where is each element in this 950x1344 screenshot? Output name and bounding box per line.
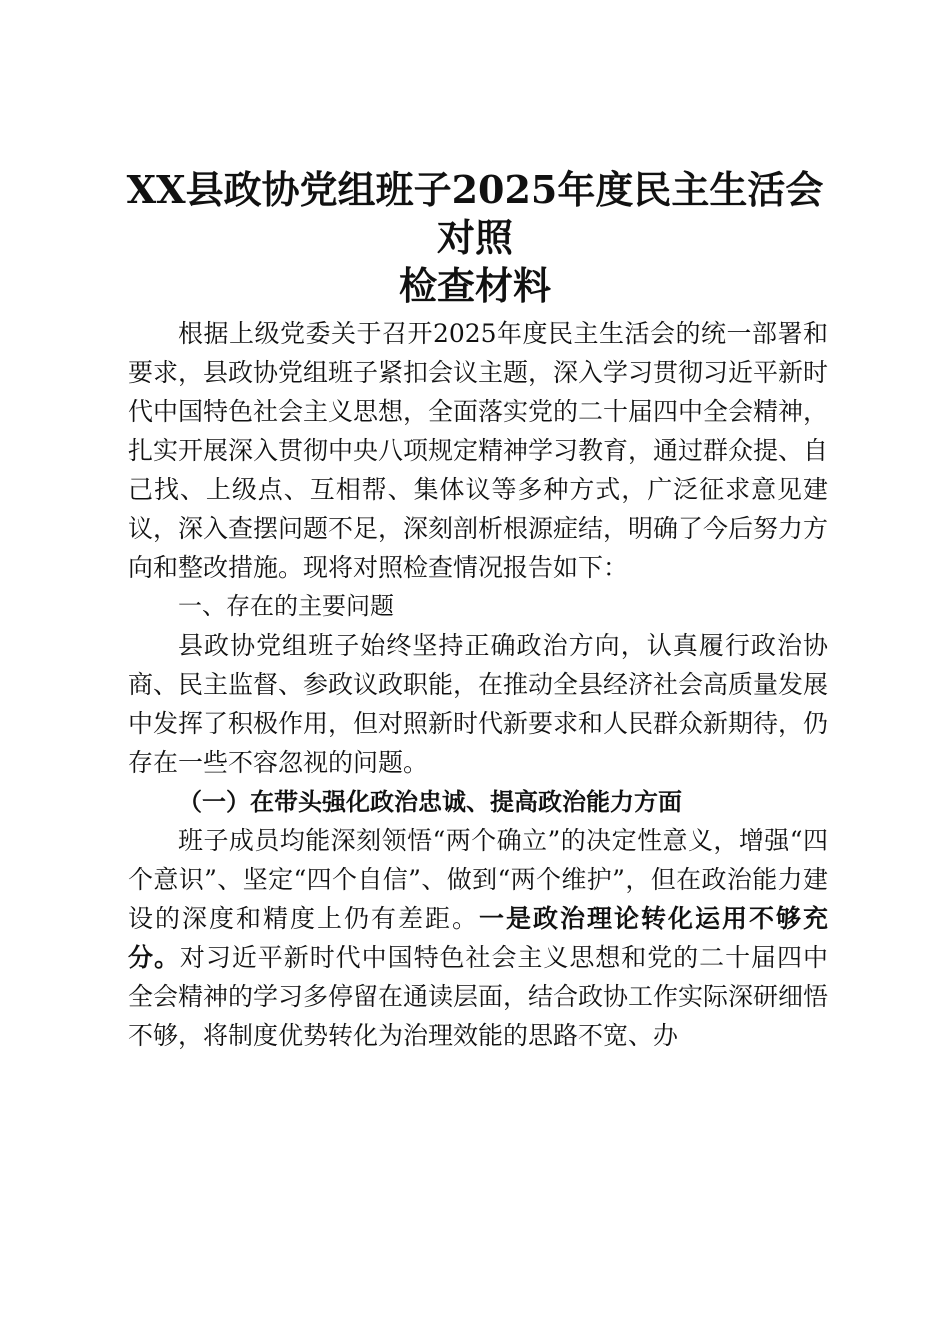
section-paragraph: 县政协党组班子始终坚持正确政治方向，认真履行政治协商、民主监督、参政议政职能，在推动全县经济社会高质量发展中发挥了积极作用，但对照新时代新要求和人民群众新期待，仍存在一些不容忽视的问题。: [128, 631, 829, 777]
subsection-paragraph-start: 班子成员均能深刻领悟“两个确立”的决定性意义，增强“四个意识”、坚定“四个自信”、做到“两个维护”，但在政治能力建设的深度和精度上仍有差距。: [128, 826, 828, 933]
subsection-bold-point: 一是政治理论转化运用不够充分。: [128, 904, 828, 972]
title-line-1: XX县政协党组班子2025年度民主生活会对照: [126, 167, 824, 260]
title-line-2: 检查材料: [398, 263, 551, 308]
document-title: [110, 166, 840, 310]
subsection-paragraph: [128, 821, 828, 1055]
subsection-paragraph-rest: 对习近平新时代中国特色社会主义思想和党的二十届四中全会精神的学习多停留在通读层面，结合政协工作实际深研细悟不够，将制度优势转化为治理效能的思路不宽、办: [128, 943, 829, 1050]
subsection-heading: （一）在带头强化政治忠诚、提高政治能力方面: [178, 787, 682, 816]
section-heading: 一、存在的主要问题: [178, 592, 394, 620]
intro-paragraph: 根据上级党委关于召开2025年度民主生活会的统一部署和要求，县政协党组班子紧扣会议主题，深入学习贯彻习近平新时代中国特色社会主义思想，全面落实党的二十届四中全会精神，扎实开展深入贯彻中央八项规定精神学习教育，通过群众提、自己找、上级点、互相帮、集体议等多种方式，广泛征求意见建议，深入查摆问题不足，深刻剖析根源症结，明确了今后努力方向和整改措施。现将对照检查情况报告如下：: [128, 319, 829, 582]
document-body: [128, 314, 828, 1055]
